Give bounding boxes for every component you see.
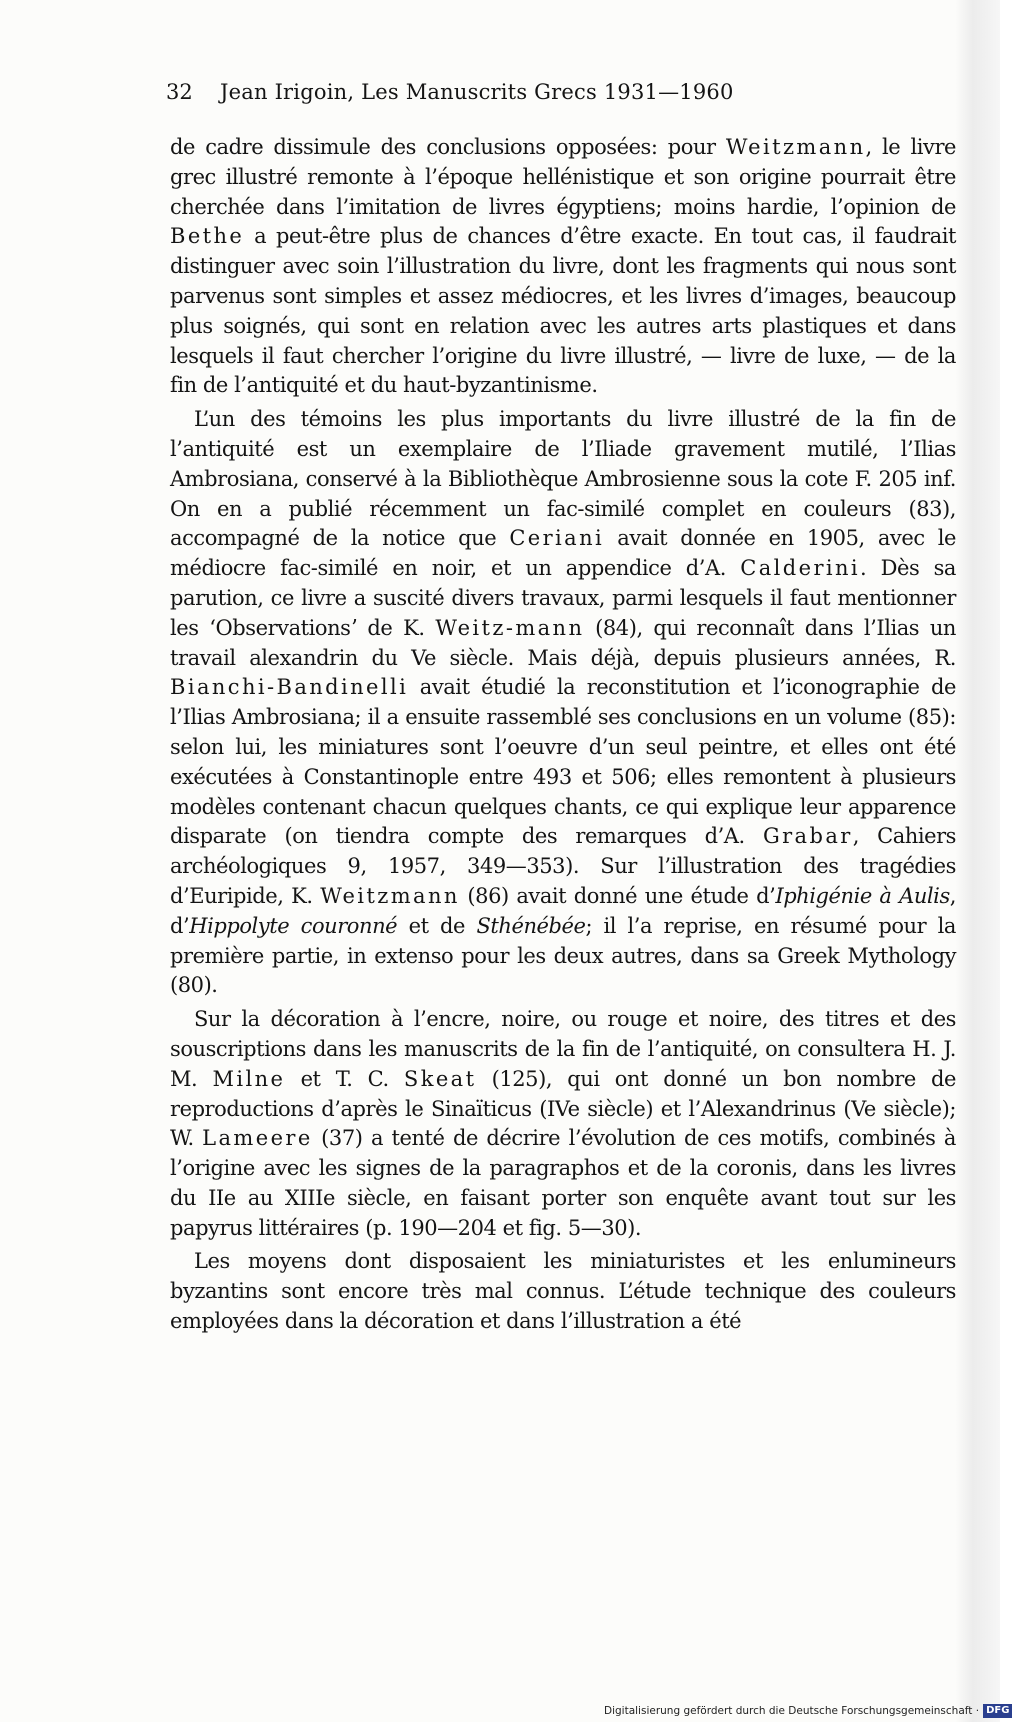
text-run: Sur la décoration à l’encre, noire, ou rouge et noire, des titres et des souscriptions dans les manuscrits de la fin de l’antiquité, on consultera H. J. M. bbox=[170, 1007, 956, 1091]
running-header bbox=[166, 78, 826, 106]
author-name: Weitzmann bbox=[725, 135, 866, 159]
author-name: Grabar bbox=[762, 824, 853, 849]
author-name: Weitzmann bbox=[320, 883, 460, 908]
author-name: Skeat bbox=[403, 1066, 477, 1091]
text-run: . Dès sa parution, ce livre a suscité divers travaux, parmi lesquels il faut mentionner les ʻObservationsʼ de K. bbox=[170, 556, 956, 640]
text-run: a peut-être plus de chances d’être exacte. En tout cas, il faudrait distinguer avec soin l’illustration du livre, dont les fragments qui nous sont parvenus sont simples et assez médiocres, et les livres d’images, beaucoup plus soignés, qui sont en relation avec les autres arts plastiques et dans lesquels il faut chercher l’origine du livre illustré, — livre de luxe, — de la fin de l’antiquité et du haut-byzantinisme. bbox=[170, 224, 956, 398]
author-name: Calderini bbox=[740, 556, 861, 581]
text-run: (84), qui reconnaît dans l’Ilias un travail alexandrin du Ve siècle. Mais déjà, depuis plusieurs années, R. bbox=[170, 615, 957, 670]
paragraph bbox=[170, 405, 956, 1001]
text-run: (125), qui ont donné un bon nombre de reproductions d’après le Sinaïticus (IVe siècle) et l’Alexandrinus (Ve siècle); W. bbox=[170, 1066, 956, 1151]
body-text bbox=[170, 133, 956, 1337]
paragraph bbox=[170, 1005, 956, 1243]
author-name: Milne bbox=[212, 1066, 286, 1091]
running-title: Jean Irigoin, Les Manuscrits Grecs 1931—1960 bbox=[220, 80, 734, 104]
text-run: et T. C. bbox=[285, 1066, 404, 1091]
author-name: Ceriani bbox=[509, 526, 605, 551]
work-title: Hippolyte couronné bbox=[189, 913, 398, 938]
credit-text: Digitalisierung gefördert durch die Deutsche Forschungsgemeinschaft · bbox=[604, 1705, 980, 1717]
text-run: de cadre dissimule des conclusions opposées: pour bbox=[170, 135, 726, 159]
work-title: Iphigénie à Aulis bbox=[775, 883, 950, 908]
text-run: , Cahiers archéologiques 9, 1957, 349—353). Sur l’illustration des tragédies d’Euripide, K. bbox=[170, 824, 957, 908]
text-run: (37) a tenté de décrire l’évolution de ces motifs, combinés à l’origine avec les signes de la paragraphos et de la coronis, dans les livres du IIe au XIIIe siècle, en faisant porter son enquête avant tout sur les papyrus littéraires (p. 190—204 et fig. 5—30). bbox=[170, 1126, 956, 1240]
digitization-credit bbox=[604, 1701, 1010, 1722]
author-name: Lameere bbox=[202, 1126, 313, 1151]
author-name: Bianchi-Bandinelli bbox=[170, 675, 409, 700]
text-run: L’un des témoins les plus importants du livre illustré de la fin de l’antiquité est un exemplaire de l’Iliade gravement mutilé, l’Ilias Ambrosiana, conservé à la Bibliothèque Ambrosienne sous la cote F. 205 inf. On en a publié récemment un fac-similé complet en couleurs (83), accompagné de la notice que bbox=[170, 407, 956, 551]
text-run: Les moyens dont disposaient les miniaturistes et les enlumineurs byzantins sont encore très mal connus. L’étude technique des couleurs employées dans la décoration et dans l’illustration a été bbox=[170, 1249, 956, 1334]
text-run: , le livre grec illustré remonte à l’époque hellénistique et son origine pourrait être cherchée dans l’imitation de livres égyptiens; moins hardie, l’opinion de bbox=[170, 135, 957, 219]
page-edge-shadow bbox=[955, 0, 1000, 1722]
author-name: Weitz-mann bbox=[435, 615, 585, 640]
text-run: et de bbox=[397, 913, 477, 938]
work-title: Sthénébée bbox=[476, 913, 586, 938]
paragraph bbox=[170, 133, 956, 401]
text-run: avait donnée en 1905, avec le médiocre fac-similé en noir, et un appendice d’A. bbox=[170, 526, 957, 581]
dfg-logo: DFG bbox=[983, 1704, 1012, 1718]
text-run: ; il l’a reprise, en résumé pour la première partie, in extenso pour les deux autres, dans sa Greek Mythology (80). bbox=[170, 913, 957, 998]
text-run: (86) avait donné une étude d’ bbox=[459, 883, 776, 908]
text-run: , d’ bbox=[170, 883, 957, 938]
text-run: avait étudié la reconstitution et l’iconographie de l’Ilias Ambrosiana; il a ensuite rassemblé ses conclusions en un volume (85): selon lui, les miniatures sont l’oeuvre d’un seul peintre, et elles ont été exécutées à Constantinople entre 493 et 506; elles remontent à plusieurs modèles contenant chacun quelques chants, ce qui explique leur apparence disparate (on tiendra compte des remarques d’A. bbox=[170, 675, 956, 849]
paragraph bbox=[170, 1247, 956, 1336]
page-number: 32 bbox=[166, 80, 193, 104]
author-name: Bethe bbox=[170, 224, 245, 249]
